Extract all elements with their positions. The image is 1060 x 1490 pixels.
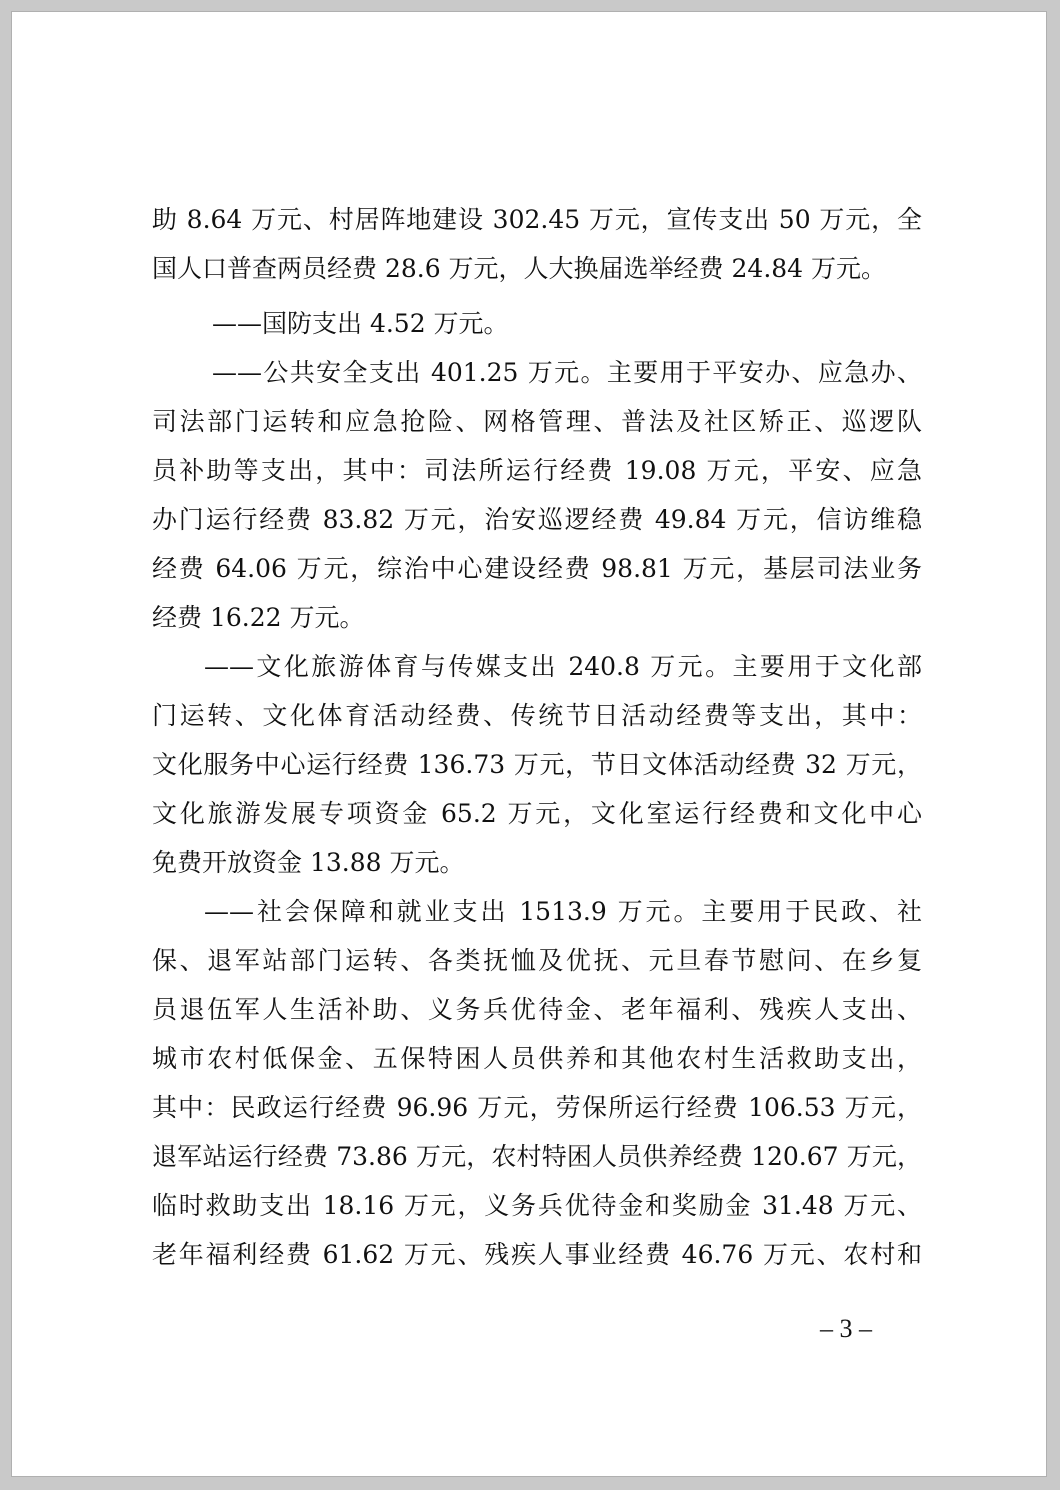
text-line: 文化旅游发展专项资金 65.2 万元，文化室运行经费和文化中心 xyxy=(152,799,922,828)
text-line: ——公共安全支出 401.25 万元。主要用于平安办、应急办、 xyxy=(212,358,922,387)
text-line: 经费 64.06 万元，综治中心建设经费 98.81 万元，基层司法业务 xyxy=(152,554,922,583)
text-line: 文化服务中心运行经费 136.73 万元，节日文体活动经费 32 万元， xyxy=(152,750,922,779)
document-page xyxy=(11,11,1047,1477)
text-line: ——文化旅游体育与传媒支出 240.8 万元。主要用于文化部 xyxy=(204,652,922,681)
page-number: – 3 – xyxy=(820,1314,872,1343)
text-line: 城市农村低保金、五保特困人员供养和其他农村生活救助支出， xyxy=(152,1044,922,1073)
text-line: ——社会保障和就业支出 1513.9 万元。主要用于民政、社 xyxy=(204,897,922,926)
text-line: 办门运行经费 83.82 万元，治安巡逻经费 49.84 万元，信访维稳 xyxy=(152,505,922,534)
text-line: 其中：民政运行经费 96.96 万元，劳保所运行经费 106.53 万元， xyxy=(152,1093,922,1122)
text-line: 员退伍军人生活补助、义务兵优待金、老年福利、残疾人支出、 xyxy=(152,995,922,1024)
text-line: 经费 16.22 万元。 xyxy=(152,603,365,632)
text-line: 免费开放资金 13.88 万元。 xyxy=(152,848,465,877)
text-line: 临时救助支出 18.16 万元，义务兵优待金和奖励金 31.48 万元、 xyxy=(152,1191,922,1220)
text-line: 保、退军站部门运转、各类抚恤及优抚、元旦春节慰问、在乡复 xyxy=(152,946,922,975)
text-line: 助 8.64 万元、村居阵地建设 302.45 万元，宣传支出 50 万元，全 xyxy=(152,205,922,234)
text-line: ——国防支出 4.52 万元。 xyxy=(212,309,509,338)
text-line: 门运转、文化体育活动经费、传统节日活动经费等支出，其中： xyxy=(152,701,922,730)
text-line: 老年福利经费 61.62 万元、残疾人事业经费 46.76 万元、农村和 xyxy=(152,1240,922,1269)
text-line: 国人口普查两员经费 28.6 万元，人大换届选举经费 24.84 万元。 xyxy=(152,254,887,283)
text-line: 退军站运行经费 73.86 万元，农村特困人员供养经费 120.67 万元， xyxy=(152,1142,922,1171)
text-line: 员补助等支出，其中：司法所运行经费 19.08 万元，平安、应急 xyxy=(152,456,922,485)
text-line: 司法部门运转和应急抢险、网格管理、普法及社区矫正、巡逻队 xyxy=(152,407,922,436)
